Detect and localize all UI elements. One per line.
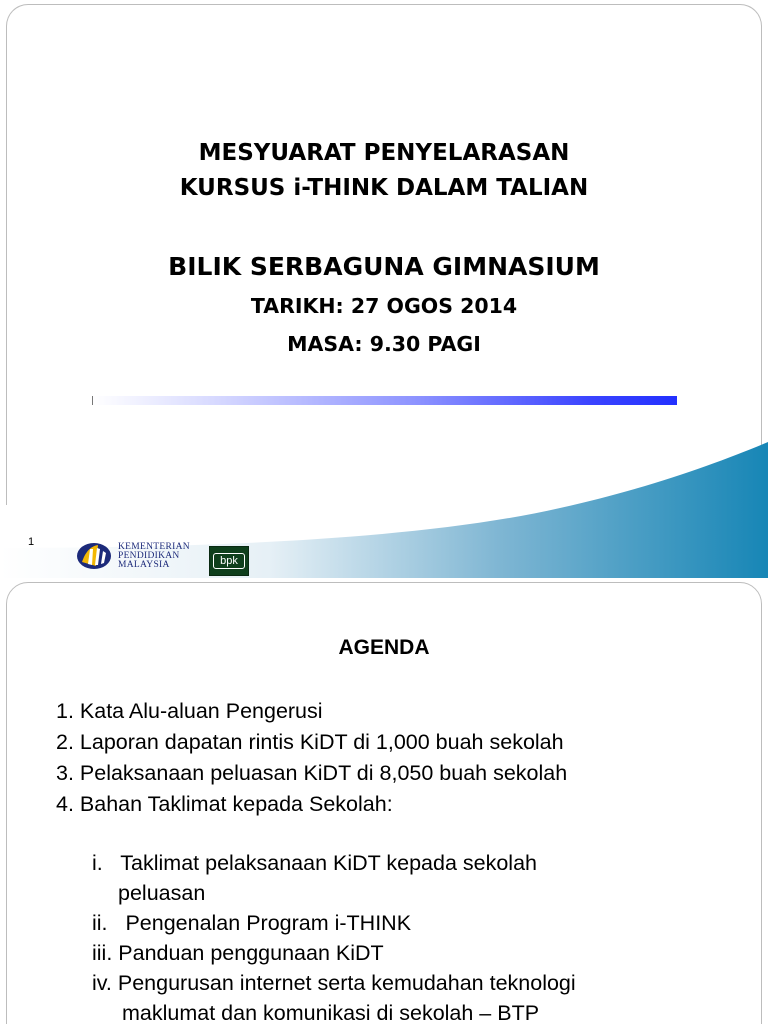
title-line-2: KURSUS i-THINK DALAM TALIAN [179, 175, 589, 201]
divider-tick [92, 396, 93, 405]
agenda-item: 4. Bahan Taklimat kepada Sekolah: [56, 792, 393, 816]
bpk-logo-text: bpk [213, 553, 245, 569]
subitem-ii: ii. Pengenalan Program i-THINK [92, 911, 412, 935]
agenda-item: 2. Laporan dapatan rintis KiDT di 1,000 buah sekolah [56, 730, 564, 754]
subitem-iv: iv. Pengurusan internet serta kemudahan teknologi [92, 971, 576, 995]
agenda-heading: AGENDA [338, 636, 430, 659]
page-number: 1 [28, 536, 35, 548]
agenda-subitems [92, 848, 712, 1024]
venue-text: BILIK SERBAGUNA GIMNASIUM [168, 252, 600, 281]
subitem-i: i. Taklimat pelaksanaan KiDT kepada sekolah [92, 851, 537, 875]
time-text: MASA: 9.30 PAGI [287, 332, 481, 356]
title-line-1: MESYUARAT PENYELARASAN [198, 140, 570, 166]
subitem-i-continued: peluasan [118, 881, 206, 905]
bpk-logo [209, 546, 249, 576]
agenda-item: 1. Kata Alu-aluan Pengerusi [56, 699, 323, 723]
date-text: TARIKH: 27 OGOS 2014 [250, 294, 518, 318]
subitem-iii: iii. Panduan penggunaan KiDT [92, 941, 384, 965]
slide-2 [0, 578, 768, 1024]
kpm-logo [76, 540, 206, 572]
meeting-title [0, 136, 768, 206]
agenda-list [56, 696, 567, 820]
kpm-logo-text: KEMENTERIAN PENDIDIKAN MALAYSIA [118, 542, 190, 570]
kpm-emblem-icon [76, 540, 116, 572]
subitem-iv-continued: maklumat dan komunikasi di sekolah – BTP [122, 1001, 540, 1024]
agenda-item: 3. Pelaksanaan peluasan KiDT di 8,050 buah sekolah [56, 761, 568, 785]
gradient-divider [92, 396, 677, 405]
